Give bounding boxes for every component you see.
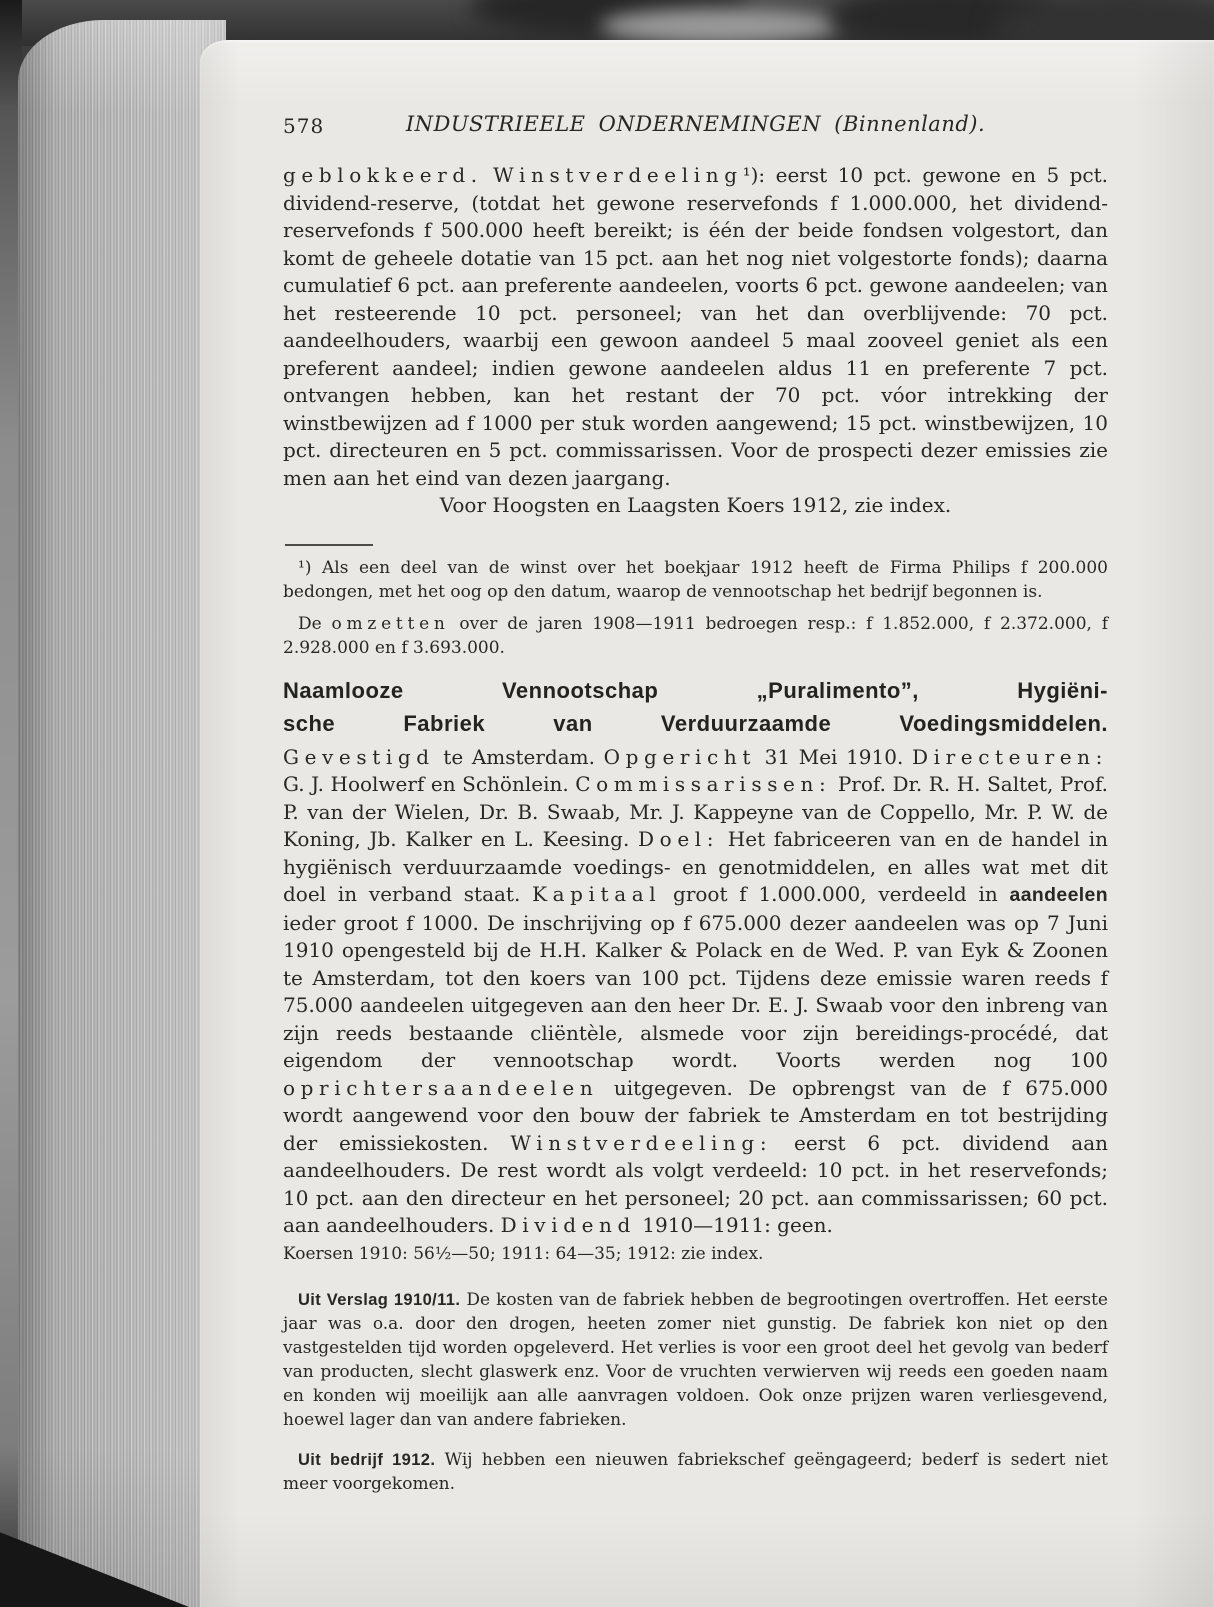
book-page <box>200 40 1214 1607</box>
page-header <box>283 112 1108 142</box>
page-number: 578 <box>283 114 325 138</box>
bedrijf-paragraph: Uit bedrijf 1912. Wij hebben een nieuwen fabriekschef geëngageerd; bederf is sedert niet meer voorgekomen. <box>283 1449 1108 1494</box>
winstverdeeling-paragraph: geblokkeerd. Winstverdeeling¹): eerst 10 pct. gewone en 5 pct. dividend-reserve, (totdat het gewone reservefonds f 1.000.000, het dividend-reservefonds f 500.000 heeft bereikt; is één der beide fondsen volgestort, dan komt de geheele dotatie van 15 pct. aan het nog niet volgestorte fonds); daarna cumulatief 6 pct. aan preferente aandeelen, voorts 6 pct. gewone aandeelen; van het resteerende 10 pct. personeel; van het dan overblijvende: 70 pct. aandeelhouders, waarbij een gewoon aandeel 5 maal zooveel geniet als een preferent aandeel; indien gewone aandeelen aldus 11 en preferente 7 pct. ontvangen hebben, kan het restant der 70 pct. vóor intrekking der winstbewijzen ad f 1000 per stuk worden aangewend; 15 pct. winstbewijzen, 10 pct. directeuren en 5 pct. commissarissen. Voor de prospecti dezer emissies zie men aan het eind van dezen jaargang. <box>283 163 1109 490</box>
company-heading <box>283 674 1108 740</box>
company-heading-line1: Naamlooze Vennootschap „Puralimento”, Hygiëni- <box>283 677 1108 703</box>
footnote-paragraph: ¹) Als een deel van de winst over het boekjaar 1912 heeft de Firma Philips f 200.000 bedongen, met het oog op den datum, waarop de vennootschap het bedrijf begonnen is. <box>283 557 1108 602</box>
company-body-paragraph: Gevestigd te Amsterdam. Opgericht 31 Mei 1910. Directeuren: G. J. Hoolwerf en Schönlein. Commissarissen: Prof. Dr. R. H. Saltet, Prof. P. van der Wielen, Dr. B. Swaab, Mr. J. Kappeyne van de Coppello, Mr. P. W. de Koning, Jb. Kalker en L. Keesing. Doel: Het fabriceeren van en de handel in hygiënisch verduurzaamde voedings- en genotmiddelen, en alles wat met dit doel in verband staat. Kapitaal groot f 1.000.000, verdeeld in aandeelen ieder groot f 1000. De inschrijving op f 675.000 dezer aandeelen was op 7 Juni 1910 opengesteld bij de H.H. Kalker & Polack en de Wed. P. van Eyk & Zoonen te Amsterdam, tot den koers van 100 pct. Tijdens deze emissie waren reeds f 75.000 aandeelen uitgegeven aan den heer Dr. E. J. Swaab voor den inbreng van zijn reeds bestaande cliëntèle, alsmede voor zijn bereidings-procédé, dat eigendom der vennootschap wordt. Voorts werden nog 100 oprichtersaandeelen uitgegeven. De opbrengst van de f 675.000 wordt aangewend voor den bouw der fabriek te Amsterdam en tot bestrijding der emissiekosten. Winstverdeeling: eerst 6 pct. dividend aan aandeelhouders. De rest wordt als volgt verdeeld: 10 pct. in het reservefonds; 10 pct. aan den directeur en het personeel; 20 pct. aan commissarissen; 60 pct. aan aandeelhouders. Dividend 1910—1911: geen. <box>283 744 1109 1237</box>
koersen-line: Koersen 1910: 56½—50; 1911: 64—35; 1912: zie index. <box>283 1243 764 1264</box>
verslag-paragraph: Uit Verslag 1910/11. De kosten van de fabriek hebben de begrootingen overtroffen. Het eerste jaar was o.a. door den drogen, heeten zomer niet gunstig. De fabriek kon niet op den vastgestelden tijd worden opgeleverd. Het verlies is voor een groot deel het gevolg van bederf van producten, slecht glaswerk enz. Voor de vruchten verwierven wij reeds een goeden naam en konden wij moeilijk aan alle aanvragen voldoen. Ook onze prijzen waren verliesgevend, hoewel lager dan van andere fabrieken. <box>283 1289 1108 1430</box>
running-title: INDUSTRIEELE ONDERNEMINGEN (Binnenland). <box>405 112 986 136</box>
omzetten-paragraph: De omzetten over de jaren 1908—1911 bedroegen resp.: f 1.852.000, f 2.372.000, f 2.928.000 en f 3.693.000. <box>283 613 1108 658</box>
book-fore-edge-pages <box>18 20 226 1607</box>
background-highlight-blob <box>600 8 840 44</box>
page-content <box>283 40 1108 1607</box>
footnote-rule <box>285 544 373 546</box>
index-note: Voor Hoogsten en Laagsten Koers 1912, zie index. <box>439 493 952 517</box>
company-heading-line2: sche Fabriek van Verduurzaamde Voedingsmiddelen. <box>283 710 1108 736</box>
